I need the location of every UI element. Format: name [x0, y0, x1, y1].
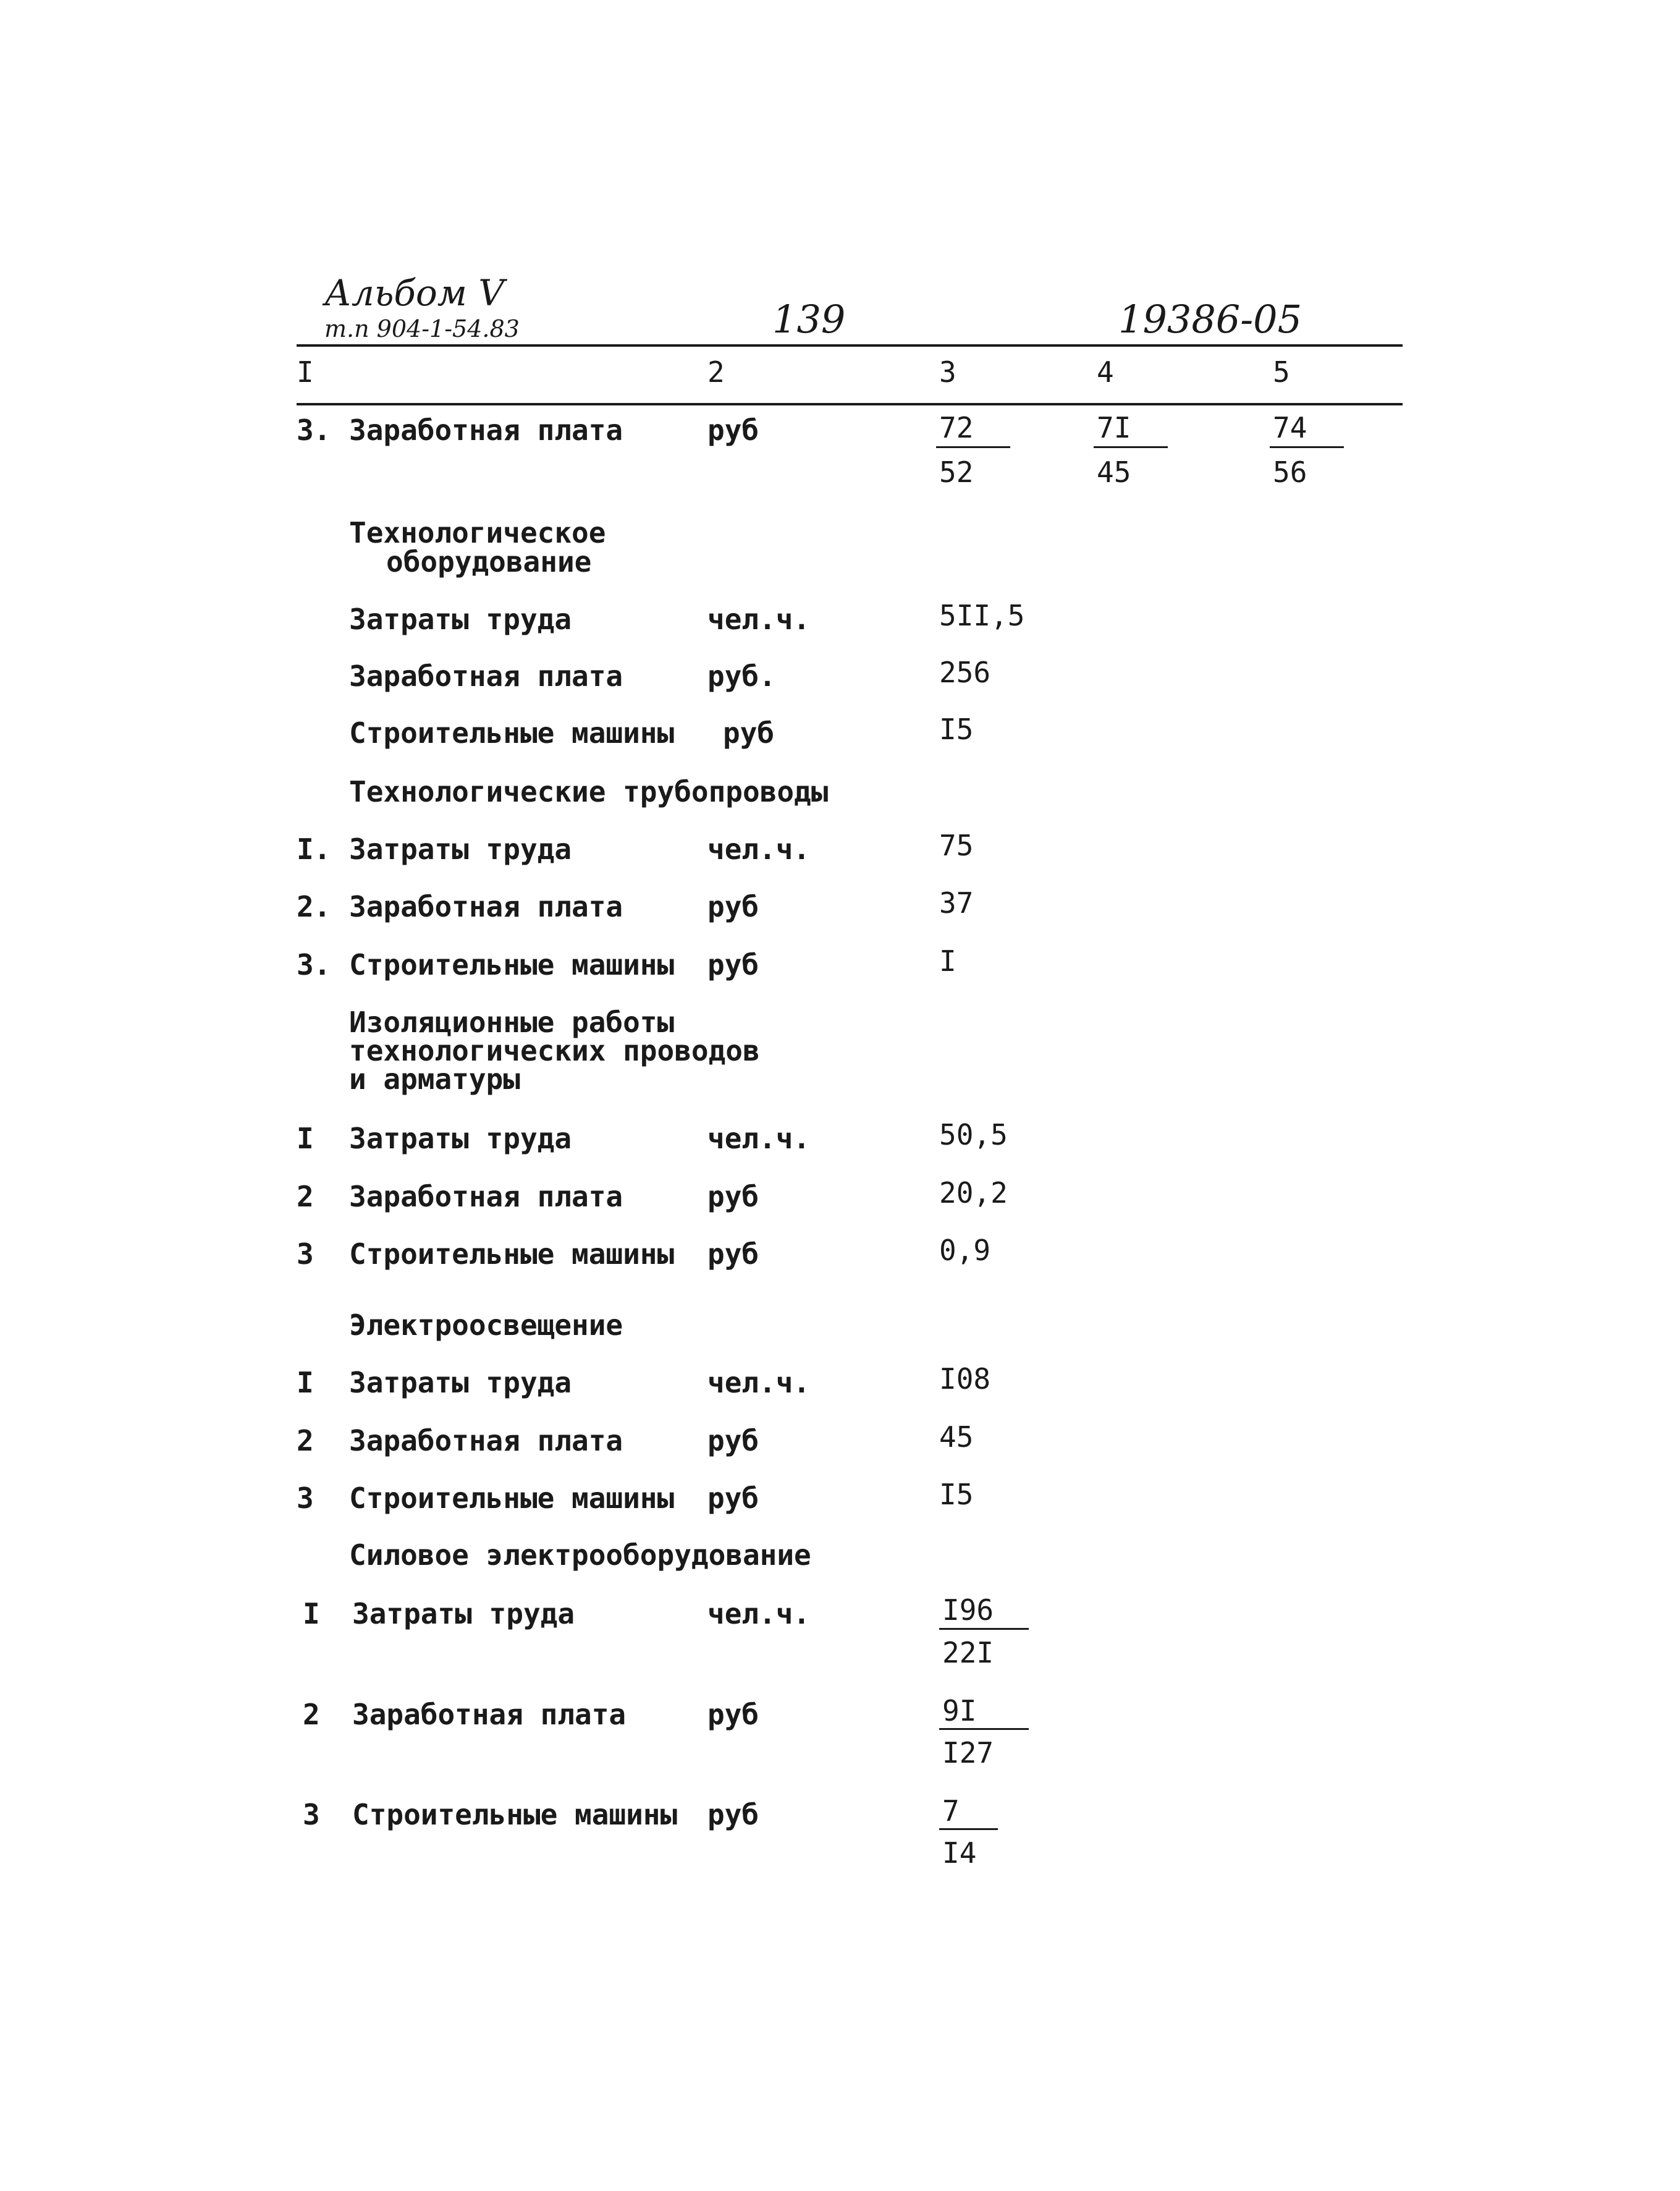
row-unit: руб: [723, 716, 775, 750]
page-number: 139: [772, 297, 846, 342]
row-number: 2: [297, 1424, 314, 1457]
row-unit: чел.ч.: [707, 833, 811, 866]
row-number: 2.: [297, 890, 331, 923]
section-title-line-3: и арматуры: [349, 1062, 520, 1096]
row-label: Строительные машины: [349, 716, 675, 750]
fraction-line: [939, 1828, 998, 1830]
fraction-line: [1270, 446, 1344, 448]
row-number: 3.: [297, 413, 331, 447]
row-label: Заработная плата: [349, 1180, 623, 1213]
row-unit: руб: [707, 1698, 759, 1731]
section-title: Силовое электрооборудование: [349, 1538, 811, 1572]
row-label: Затраты труда: [349, 603, 572, 636]
row-label: Заработная плата: [349, 413, 623, 447]
row-label: Затраты труда: [349, 1122, 572, 1155]
column-5-numerator: 74: [1273, 411, 1307, 444]
row-number: I.: [297, 833, 331, 866]
section-title-line-2: оборудование: [386, 545, 592, 578]
column-3-value: I5: [939, 1478, 974, 1511]
row-unit: руб: [707, 1481, 759, 1515]
row-unit: руб.: [707, 659, 776, 693]
row-number: 2: [297, 1180, 314, 1213]
column-3-value: 256: [939, 656, 991, 689]
column-3-denominator: 22I: [942, 1636, 994, 1669]
section-title: Технологические трубопроводы: [349, 775, 829, 808]
row-label: Строительные машины: [349, 1481, 675, 1515]
row-number: 3.: [297, 948, 331, 981]
column-3-value: 5II,5: [939, 599, 1025, 632]
album-label: Альбом V: [324, 272, 505, 314]
section-title-line-2: технологических проводов: [349, 1034, 760, 1067]
row-label: Заработная плата: [349, 659, 623, 693]
column-3-numerator: I96: [942, 1593, 994, 1627]
column-3-numerator: 9I: [942, 1694, 977, 1727]
section-title: Технологическое: [349, 516, 606, 549]
column-5-denominator: 56: [1273, 456, 1307, 489]
column-number-1: I: [297, 355, 314, 389]
row-unit: чел.ч.: [707, 603, 811, 636]
row-unit: руб: [707, 413, 759, 447]
column-3-value: I08: [939, 1362, 991, 1396]
column-number-4: 4: [1097, 355, 1114, 389]
row-label: Заработная плата: [352, 1698, 627, 1731]
column-4-denominator: 45: [1097, 456, 1131, 489]
row-unit: чел.ч.: [707, 1122, 811, 1155]
document-number: 19386-05: [1118, 297, 1302, 342]
header-rule: [297, 344, 1403, 347]
column-number-3: 3: [939, 355, 956, 389]
row-unit: чел.ч.: [707, 1597, 811, 1630]
row-unit: руб: [707, 1180, 759, 1213]
fraction-line: [939, 1728, 1029, 1730]
row-label: Затраты труда: [352, 1597, 575, 1630]
row-number: I: [297, 1366, 314, 1399]
fraction-line: [1094, 446, 1168, 448]
column-3-numerator: 7: [942, 1794, 960, 1828]
row-label: Затраты труда: [349, 833, 572, 866]
row-number: 3: [297, 1481, 314, 1515]
column-number-5: 5: [1273, 355, 1290, 389]
fraction-line: [939, 1628, 1029, 1630]
fraction-line: [936, 446, 1010, 448]
section-title: Изоляционные работы: [349, 1006, 675, 1039]
column-3-value: 20,2: [939, 1176, 1008, 1210]
column-3-numerator: 72: [939, 411, 974, 444]
row-label: Заработная плата: [349, 890, 623, 923]
row-unit: руб: [707, 890, 759, 923]
row-number: 2: [303, 1698, 320, 1731]
row-label: Строительные машины: [352, 1798, 678, 1831]
column-3-value: 75: [939, 829, 974, 862]
column-3-denominator: 52: [939, 456, 974, 489]
row-unit: чел.ч.: [707, 1366, 811, 1399]
row-number: 3: [297, 1237, 314, 1271]
column-3-denominator: I27: [942, 1736, 994, 1769]
row-number: I: [303, 1597, 320, 1630]
column-3-value: 50,5: [939, 1118, 1008, 1151]
column-3-value: 45: [939, 1420, 974, 1454]
row-number: I: [297, 1122, 314, 1155]
row-label: Строительные машины: [349, 948, 675, 981]
project-code: т.п 904-1-54.83: [324, 315, 520, 342]
column-3-value: 0,9: [939, 1234, 991, 1267]
column-4-numerator: 7I: [1097, 411, 1131, 444]
row-label: Строительные машины: [349, 1237, 675, 1271]
column-header-rule: [297, 403, 1403, 405]
column-3-value: I: [939, 944, 956, 978]
column-3-value: I5: [939, 713, 974, 746]
row-label: Заработная плата: [349, 1424, 623, 1457]
section-title: Электроосвещение: [349, 1308, 623, 1342]
column-3-value: 37: [939, 886, 974, 920]
column-number-2: 2: [707, 355, 725, 389]
row-unit: руб: [707, 1237, 759, 1271]
row-unit: руб: [707, 1798, 759, 1831]
row-label: Затраты труда: [349, 1366, 572, 1399]
row-number: 3: [303, 1798, 320, 1831]
row-unit: руб: [707, 948, 759, 981]
row-unit: руб: [707, 1424, 759, 1457]
column-3-denominator: I4: [942, 1836, 977, 1870]
